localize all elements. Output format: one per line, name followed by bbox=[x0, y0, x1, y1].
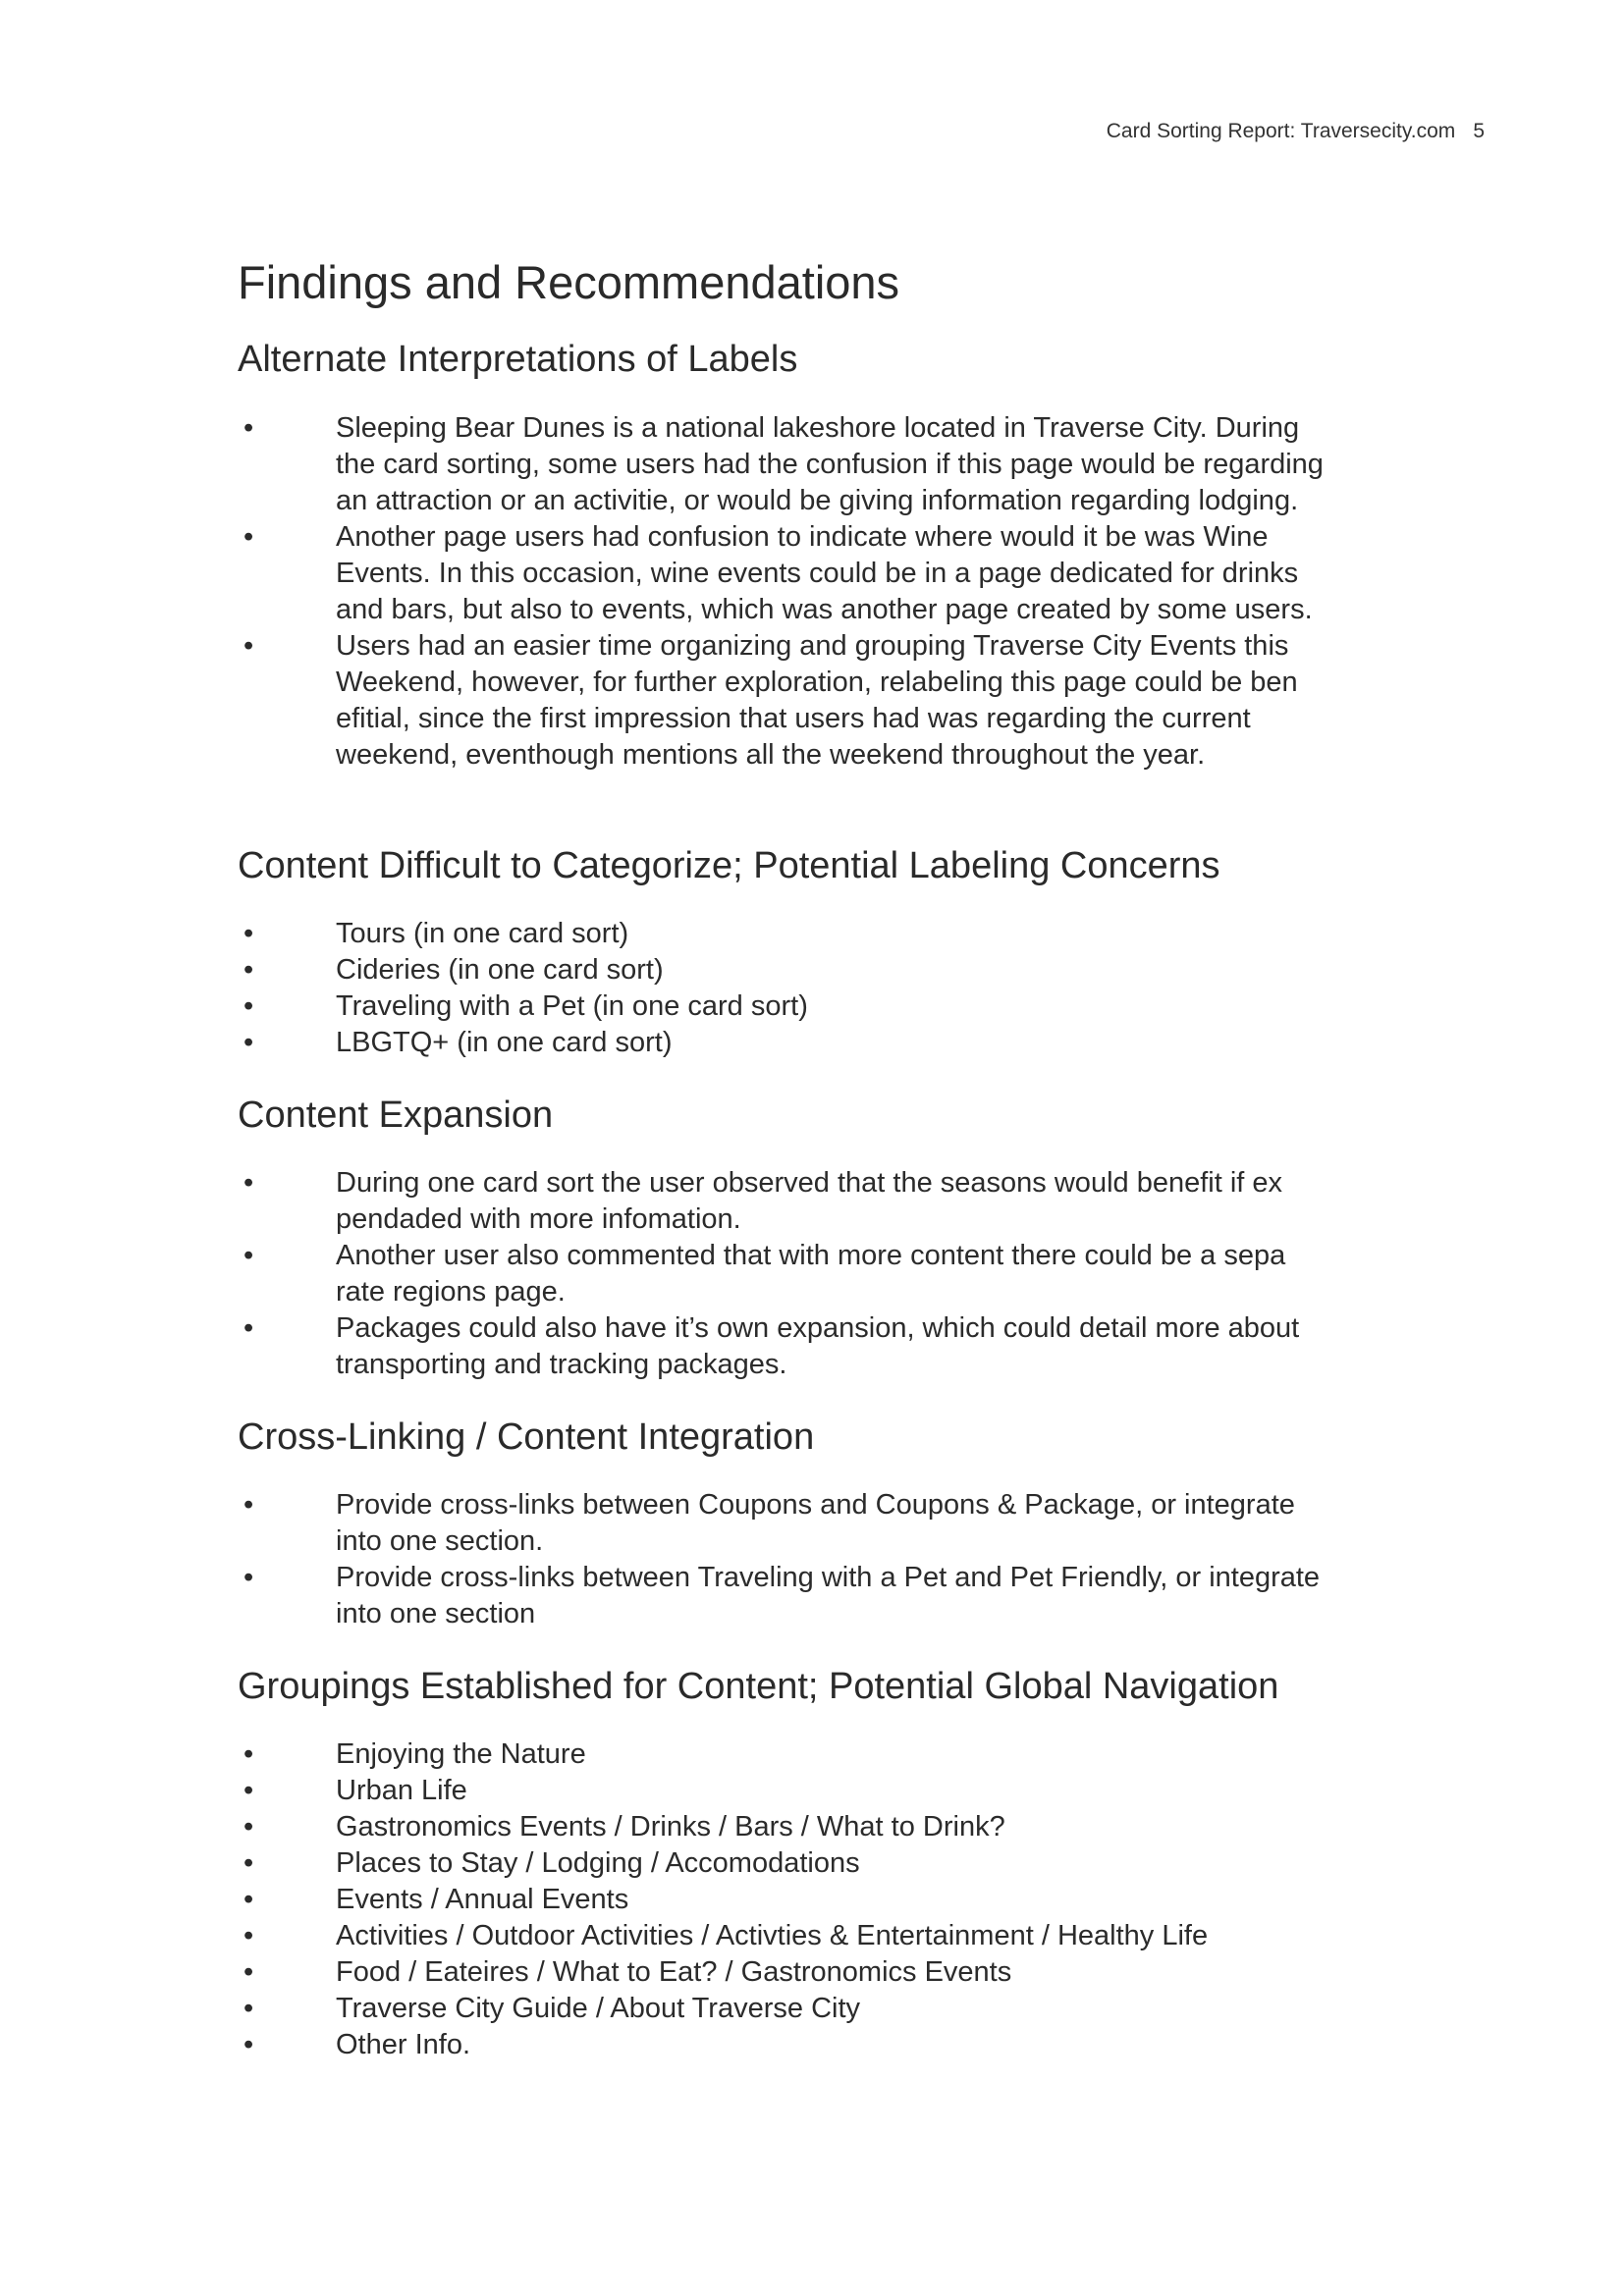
page-number: 5 bbox=[1473, 120, 1485, 142]
list-item: • LBGTQ+ (in one card sort) bbox=[238, 1025, 1406, 1061]
list-item: • Traverse City Guide / About Traverse City bbox=[238, 1991, 1406, 2027]
list-groupings bbox=[238, 1736, 1406, 2063]
list-difficult-to-categorize bbox=[238, 916, 1406, 1061]
list-item: • Other Info. bbox=[238, 2027, 1406, 2063]
section-title-alternate-interpretations: Alternate Interpretations of Labels bbox=[238, 339, 798, 380]
list-item: • Gastronomics Events / Drinks / Bars / What to Drink? bbox=[238, 1809, 1406, 1845]
list-item: • Provide cross-links between Traveling with a Pet and Pet Friendly, or integrate into one section bbox=[238, 1560, 1406, 1632]
list-item: • Traveling with a Pet (in one card sort) bbox=[238, 988, 1406, 1025]
list-cross-linking bbox=[238, 1487, 1406, 1632]
page-title: Findings and Recommendations bbox=[238, 256, 900, 308]
list-item: • Events / Annual Events bbox=[238, 1882, 1406, 1918]
list-content-expansion bbox=[238, 1165, 1406, 1383]
page-content bbox=[238, 253, 1406, 2063]
list-item: • Sleeping Bear Dunes is a national lakeshore located in Traverse City. During the card sorting, some users had the confusion if this page would be regarding an attraction or an activitie, or would be giving information regarding lodging. bbox=[238, 410, 1406, 519]
running-header bbox=[1107, 120, 1485, 143]
list-item: • Food / Eateires / What to Eat? / Gastronomics Events bbox=[238, 1954, 1406, 1991]
list-item: • During one card sort the user observed that the seasons would benefit if ex pendaded with more infomation. bbox=[238, 1165, 1406, 1238]
section-title-cross-linking: Cross-Linking / Content Integration bbox=[238, 1416, 815, 1458]
list-item: • Another user also commented that with more content there could be a sepa rate regions page. bbox=[238, 1238, 1406, 1310]
section-title-content-expansion: Content Expansion bbox=[238, 1095, 554, 1136]
section-title-groupings: Groupings Established for Content; Potential Global Navigation bbox=[238, 1666, 1279, 1707]
section-title-difficult-to-categorize: Content Difficult to Categorize; Potential Labeling Concerns bbox=[238, 845, 1220, 886]
list-item: • Another page users had confusion to indicate where would it be was Wine Events. In this occasion, wine events could be in a page dedicated for drinks and bars, but also to events, which was another page created by some users. bbox=[238, 519, 1406, 628]
list-item: • Tours (in one card sort) bbox=[238, 916, 1406, 952]
list-alternate-interpretations bbox=[238, 410, 1406, 774]
list-item: • Provide cross-links between Coupons and Coupons & Package, or integrate into one section. bbox=[238, 1487, 1406, 1560]
list-item: • Activities / Outdoor Activities / Activties & Entertainment / Healthy Life bbox=[238, 1918, 1406, 1954]
list-item: • Urban Life bbox=[238, 1773, 1406, 1809]
report-title: Card Sorting Report: Traversecity.com bbox=[1106, 120, 1456, 142]
list-item: • Cideries (in one card sort) bbox=[238, 952, 1406, 988]
list-item: • Users had an easier time organizing and grouping Traverse City Events this Weekend, however, for further exploration, relabeling this page could be ben efitial, since the first impression that users had was regarding the current weekend, eventhough mentions all the weekend throughout the year. bbox=[238, 628, 1406, 774]
list-item: • Packages could also have it’s own expansion, which could detail more about transporting and tracking packages. bbox=[238, 1310, 1406, 1383]
list-item: • Places to Stay / Lodging / Accomodations bbox=[238, 1845, 1406, 1882]
list-item: • Enjoying the Nature bbox=[238, 1736, 1406, 1773]
